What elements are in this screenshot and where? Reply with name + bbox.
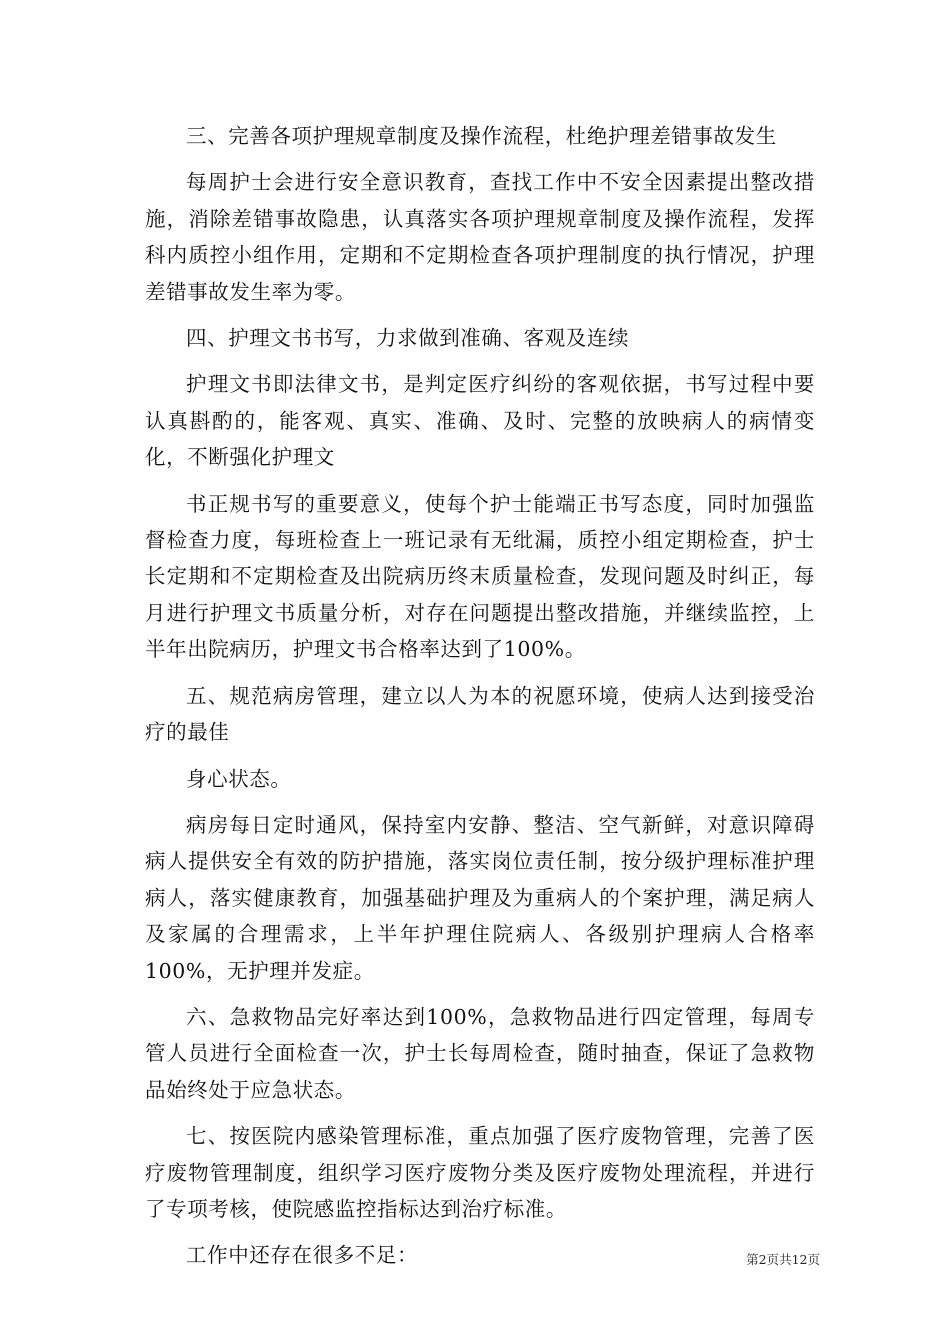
section-paragraph-7: 七、按医院内感染管理标准，重点加强了医疗废物管理，完善了医疗废物管理制度，组织学习医疗废物分类及医疗废物处理流程，并进行了专项考核，使院感监控指标达到治疗标准。 bbox=[145, 1124, 815, 1221]
paragraph: 护理文书即法律文书，是判定医疗纠纷的客观依据，书写过程中要认真斟酌的，能客观、真实、准确、及时、完整的放映病人的病情变化，不断强化护理文 bbox=[145, 372, 815, 470]
section-paragraph-6: 六、急救物品完好率达到100%，急救物品进行四定管理，每周专管人员进行全面检查一次，护士长每周检查，随时抽查，保证了急救物品始终处于应急状态。 bbox=[145, 1004, 815, 1102]
paragraph: 每周护士会进行安全意识教育，查找工作中不安全因素提出整改措施，消除差错事故隐患，认真落实各项护理规章制度及操作流程，发挥科内质控小组作用，定期和不定期检查各项护理制度的执行情况，护理差错事故发生率为零。 bbox=[145, 170, 815, 304]
document-body bbox=[145, 118, 815, 1284]
paragraph: 书正规书写的重要意义，使每个护士能端正书写态度，同时加强监督检查力度，每班检查上一班记录有无纰漏，质控小组定期检查，护士长定期和不定期检查及出院病历终末质量检查，发现问题及时纠正，每月进行护理文书质量分析，对存在问题提出整改措施，并继续监控，上半年出院病历，护理文书合格率达到了100%。 bbox=[145, 491, 815, 662]
paragraph: 身心状态。 bbox=[186, 766, 292, 791]
paragraph: 工作中还存在很多不足： bbox=[186, 1243, 419, 1268]
page-number: 第2页共12页 bbox=[746, 1252, 820, 1267]
section-heading-3: 三、完善各项护理规章制度及操作流程，杜绝护理差错事故发生 bbox=[186, 124, 777, 148]
section-heading-4: 四、护理文书书写，力求做到准确、客观及连续 bbox=[186, 326, 630, 351]
paragraph: 病房每日定时通风，保持室内安静、整洁、空气新鲜，对意识障碍病人提供安全有效的防护措施，落实岗位责任制，按分级护理标准护理病人，落实健康教育，加强基础护理及为重病人的个案护理，满足病人及家属的合理需求，上半年护理住院病人、各级别护理病人合格率100%，无护理并发症。 bbox=[145, 812, 815, 983]
section-heading-5: 五、规范病房管理，建立以人为本的祝愿环境，使病人达到接受治疗的最佳 bbox=[145, 683, 815, 745]
